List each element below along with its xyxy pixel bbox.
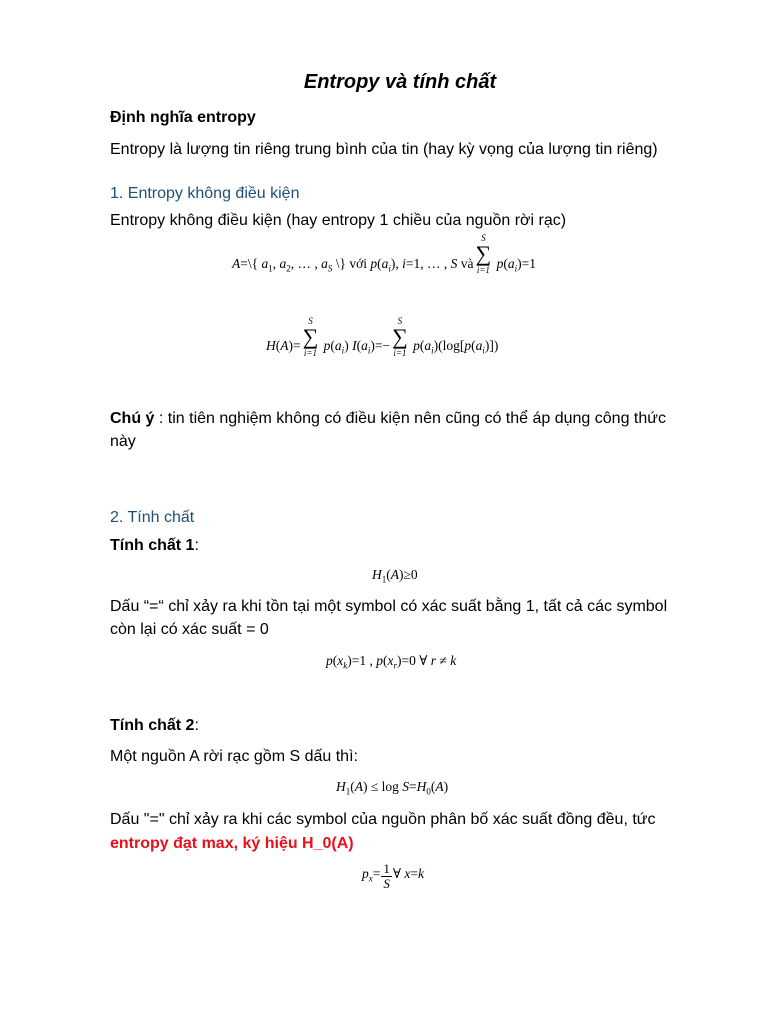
formula-prop1: $H_1(A)\ge 0$ xyxy=(372,567,418,585)
formula-entropy-definition: H(A)=∑ S i=1 $p(a_i)$ $I(a_i)=-\sum$ S i=1 $p(a_i)(\log[p(a_i)])$ xyxy=(266,316,499,358)
prop2-highlight: entropy đạt max, ký hiệu H_0(A) xyxy=(110,835,354,852)
sum-symbol: ∑ S i=1 xyxy=(302,316,319,358)
prop1-label-text: Tính chất 1 xyxy=(110,537,195,554)
section1-note xyxy=(110,408,666,430)
prop2-label-text: Tính chất 2 xyxy=(110,717,195,734)
definition-heading: Định nghĩa entropy xyxy=(110,109,256,126)
formula-uniform: $p_x=$ $\frac{1}{S}$ ∀ x=k xyxy=(362,861,425,891)
prop2-intro: Một nguồn A rời rạc gồm S dấu thì: xyxy=(110,748,358,765)
sum-symbol: ∑ S i=1 xyxy=(475,233,492,275)
prop1-text-1: Dấu “=“ chỉ xảy ra khi tồn tại một symbol có xác suất bằng 1, tất cả các symbol xyxy=(110,598,668,615)
formula-prop2: $H_1(A) \le \log S=H_0(A)$ xyxy=(336,779,449,797)
section1-heading: 1. Entropy không điều kiện xyxy=(110,185,300,202)
section2-heading: 2. Tính chất xyxy=(110,509,195,526)
prop2-colon: : xyxy=(194,717,199,734)
section1-intro: Entropy không điều kiện (hay entropy 1 chiều của nguồn rời rạc) xyxy=(110,212,567,229)
prop1-label xyxy=(110,535,199,557)
prop2-label xyxy=(110,715,199,737)
formula-prop1-condition: $p(x_k)=1$ , $p(x_r)=0$ ∀ r ≠ k xyxy=(326,653,457,671)
section1-note-cont: này xyxy=(110,433,136,450)
note-label: Chú ý xyxy=(110,410,155,427)
note-text: : tin tiên nghiệm không có điều kiện nên cũng có thể áp dụng công thức xyxy=(154,410,666,427)
fraction: $\frac{1}{S}$ xyxy=(383,861,390,891)
document-title: Entropy và tính chất xyxy=(303,71,497,93)
sum-symbol: ∑ S i=1 xyxy=(392,316,408,358)
prop1-text-2: còn lại có xác suất = 0 xyxy=(110,621,269,638)
formula-alphabet: A=\{ $a_1$, $a_2$, … , $a_S$ \} với $p(a_i)$, i=1, … , S và∑ S i=1 $p(a_i)=1$ xyxy=(232,233,536,275)
prop1-colon: : xyxy=(194,537,199,554)
definition-text: Entropy là lượng tin riêng trung bình của tin (hay kỳ vọng của lượng tin riêng) xyxy=(110,141,658,158)
prop2-text-1: Dấu "=" chỉ xảy ra khi các symbol của nguồn phân bố xác suất đồng đều, tức xyxy=(110,811,656,828)
